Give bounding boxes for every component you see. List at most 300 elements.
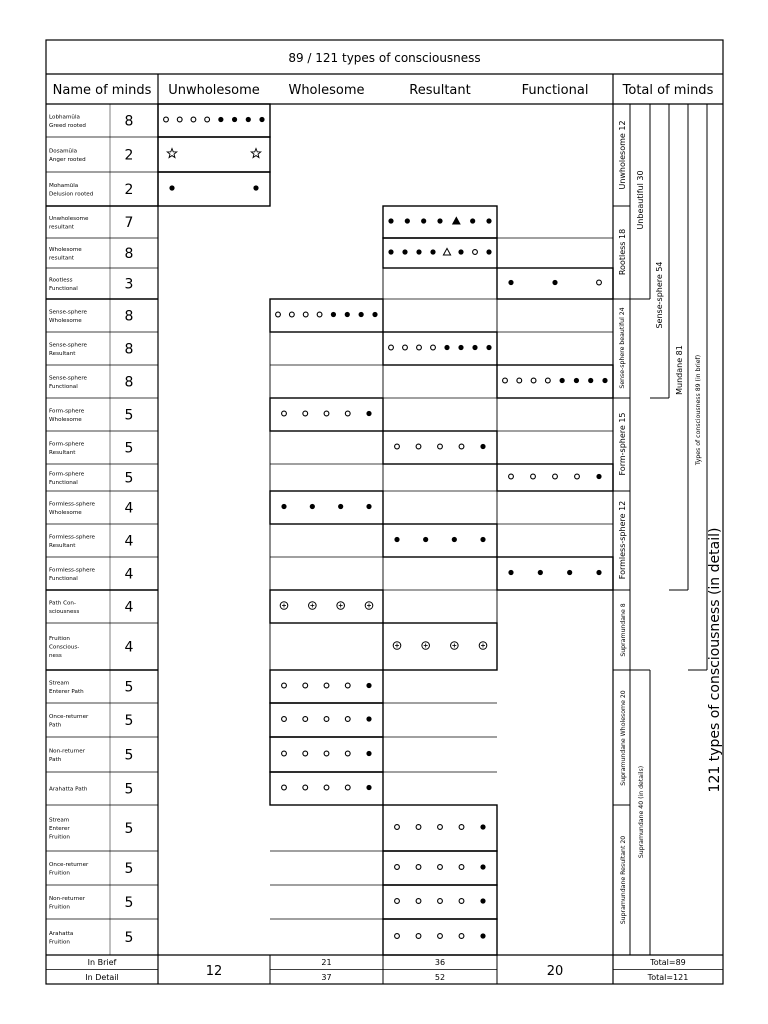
filled-dot [416, 249, 421, 254]
row-mark [310, 504, 315, 509]
footer-resultant-brief: 36 [434, 958, 446, 967]
hollow-dot [324, 751, 329, 756]
table-row [46, 805, 497, 851]
row-mark [324, 785, 329, 790]
table-row [46, 172, 270, 206]
table-row [46, 332, 497, 365]
row-name: Sense-sphere [49, 342, 87, 349]
row-mark [416, 444, 421, 449]
hollow-dot [459, 444, 464, 449]
row-mark [205, 117, 210, 122]
row-name: Once-returner [49, 713, 89, 720]
row-name: resultant [49, 255, 74, 262]
total-brackets [613, 104, 707, 955]
row-mark [303, 312, 308, 317]
row-name: Fruition [49, 636, 70, 642]
header-wholesome: Wholesome [288, 83, 365, 98]
filled-dot [405, 218, 410, 223]
row-mark [366, 504, 371, 509]
row-count: 4 [124, 533, 134, 550]
table-row [46, 737, 383, 772]
row-mark [567, 570, 572, 575]
row-mark [480, 933, 485, 938]
row-mark [531, 378, 536, 383]
row-mark [480, 444, 485, 449]
row-mark [473, 250, 478, 255]
filled-dot [331, 312, 336, 317]
mark-cell [383, 524, 497, 557]
hollow-dot [345, 683, 350, 688]
hollow-dot [438, 865, 443, 870]
row-count: 4 [124, 500, 134, 517]
filled-dot [574, 378, 579, 383]
row-mark [403, 345, 408, 350]
mark-cell [383, 805, 497, 851]
filled-dot [366, 751, 371, 756]
row-mark [232, 117, 237, 122]
mark-cell [158, 137, 270, 172]
hollow-dot [324, 717, 329, 722]
filled-dot [437, 218, 442, 223]
table-row [46, 491, 383, 524]
row-name: Rootless [49, 277, 73, 284]
row-mark [459, 934, 464, 939]
row-name: Enterer [49, 826, 70, 832]
mark-cell [383, 851, 497, 885]
row-mark [553, 474, 558, 479]
row-name: Path Con- [49, 600, 76, 607]
row-count: 7 [124, 215, 134, 231]
label-unwholesome-12: Unwholesome 12 [618, 120, 627, 190]
row-mark [366, 716, 371, 721]
filled-dot [366, 716, 371, 721]
row-mark [366, 411, 371, 416]
row-name: Unwholesome [49, 215, 89, 222]
row-mark [365, 602, 373, 610]
mark-cell [383, 431, 497, 464]
table-row [46, 431, 497, 464]
row-mark [480, 537, 485, 542]
hollow-dot [191, 117, 196, 122]
hollow-dot [303, 751, 308, 756]
hollow-dot [473, 250, 478, 255]
hollow-dot [395, 865, 400, 870]
filled-dot [281, 504, 286, 509]
row-name: Non-returner [49, 748, 86, 755]
mark-cell [158, 104, 270, 137]
row-mark [388, 249, 393, 254]
row-mark [303, 683, 308, 688]
hollow-dot [531, 378, 536, 383]
table-row [46, 670, 383, 703]
row-mark [416, 865, 421, 870]
row-name: Lobhamūla [49, 114, 80, 121]
label-unbeautiful-30: Unbeautiful 30 [636, 170, 645, 230]
row-name: Form-sphere [49, 408, 85, 415]
filled-dot [423, 537, 428, 542]
filled-dot [486, 218, 491, 223]
hollow-dot [282, 717, 287, 722]
table-row [46, 268, 613, 299]
row-mark [282, 717, 287, 722]
label-types-89-brief: Types of consciousness 89 (in brief) [695, 354, 702, 466]
footer-in-brief: In Brief [87, 958, 117, 967]
filled-dot [508, 570, 513, 575]
hollow-dot [395, 899, 400, 904]
row-mark [388, 218, 393, 223]
row-mark [422, 642, 430, 650]
row-name: Sense-sphere [49, 309, 87, 316]
mark-cell [270, 772, 383, 805]
hollow-dot [503, 378, 508, 383]
mark-cell [270, 703, 383, 737]
row-name: resultant [49, 224, 74, 231]
row-name: Conscious- [49, 644, 80, 651]
row-mark [575, 474, 580, 479]
star-mark [167, 149, 177, 158]
row-mark [517, 378, 522, 383]
row-count: 5 [124, 747, 134, 764]
mark-cell [497, 557, 613, 590]
filled-dot [366, 504, 371, 509]
filled-dot [259, 117, 264, 122]
row-count: 5 [124, 821, 134, 837]
header-functional: Functional [521, 83, 589, 98]
row-mark [438, 865, 443, 870]
row-mark [480, 864, 485, 869]
row-name: Enterer Path [49, 688, 84, 695]
row-mark [508, 280, 513, 285]
label-formless-sphere-12: Formless-sphere 12 [618, 500, 627, 580]
filled-dot [602, 378, 607, 383]
hollow-dot [459, 899, 464, 904]
row-name: Wholesome [49, 317, 82, 324]
row-mark [552, 280, 557, 285]
row-mark [480, 898, 485, 903]
row-mark [395, 444, 400, 449]
hollow-dot [324, 683, 329, 688]
row-name: Fruition [49, 834, 70, 841]
row-count: 5 [124, 781, 134, 798]
row-mark [444, 345, 449, 350]
header-name-of-minds: Name of minds [52, 83, 152, 98]
hollow-dot [205, 117, 210, 122]
triangle-mark [443, 248, 450, 255]
row-count: 5 [124, 861, 134, 877]
table-row [46, 703, 383, 737]
row-name: Functional [49, 285, 78, 292]
table-row [46, 398, 383, 431]
row-count: 5 [124, 470, 134, 487]
row-mark [486, 249, 491, 254]
row-count: 8 [124, 308, 134, 325]
table-row [46, 464, 613, 491]
mark-cell [158, 172, 270, 206]
row-mark [366, 785, 371, 790]
mark-cell [497, 365, 613, 398]
mark-cell [270, 670, 383, 703]
row-mark [503, 378, 508, 383]
hollow-dot [438, 444, 443, 449]
row-mark [218, 117, 223, 122]
hollow-dot [345, 717, 350, 722]
footer-total-89: Total=89 [650, 958, 686, 967]
footer-wholesome-detail: 37 [321, 973, 332, 982]
hollow-dot [317, 312, 322, 317]
row-mark [345, 683, 350, 688]
hollow-dot [345, 785, 350, 790]
mark-cell [270, 299, 383, 332]
row-mark [303, 411, 308, 416]
table-row [46, 137, 270, 172]
row-mark [372, 312, 377, 317]
filled-dot [472, 345, 477, 350]
hollow-dot [416, 899, 421, 904]
row-mark [366, 751, 371, 756]
filled-dot [452, 537, 457, 542]
row-mark [246, 117, 251, 122]
filled-dot [480, 898, 485, 903]
row-mark [438, 934, 443, 939]
table-row [46, 851, 497, 885]
triangle-mark [453, 217, 460, 224]
row-count: 5 [124, 679, 134, 696]
hollow-dot [324, 785, 329, 790]
filled-dot [232, 117, 237, 122]
row-mark [253, 185, 258, 190]
hollow-dot [575, 474, 580, 479]
row-mark [393, 642, 401, 650]
row-mark [177, 117, 182, 122]
row-name: Formless-sphere [49, 501, 96, 508]
row-name: Resultant [49, 449, 76, 456]
filled-dot [552, 280, 557, 285]
filled-dot [366, 785, 371, 790]
filled-dot [486, 249, 491, 254]
row-mark [453, 217, 460, 224]
row-mark [538, 570, 543, 575]
filled-dot [596, 474, 601, 479]
filled-dot [508, 280, 513, 285]
filled-dot [480, 864, 485, 869]
row-mark [394, 537, 399, 542]
footer-in-detail: In Detail [85, 973, 119, 982]
row-mark [402, 249, 407, 254]
filled-dot [588, 378, 593, 383]
row-count: 8 [124, 341, 134, 358]
row-name: Non-returner [49, 895, 86, 902]
row-name: Fruition [49, 939, 70, 946]
table-row [46, 885, 497, 919]
filled-dot [480, 537, 485, 542]
header-unwholesome: Unwholesome [168, 83, 260, 98]
row-name: Wholesome [49, 509, 82, 516]
label-supra-wholesome-20: Supramundane Wholesome 20 [620, 690, 627, 786]
hollow-dot [289, 312, 294, 317]
row-mark [470, 218, 475, 223]
row-mark [459, 444, 464, 449]
row-mark [486, 345, 491, 350]
row-mark [508, 570, 513, 575]
row-mark [459, 865, 464, 870]
row-name: Once-returner [49, 861, 89, 868]
hollow-dot [177, 117, 182, 122]
hollow-dot [438, 899, 443, 904]
filled-dot [246, 117, 251, 122]
mark-cell [270, 398, 383, 431]
row-count: 5 [124, 440, 134, 457]
hollow-dot [416, 934, 421, 939]
row-count: 8 [124, 113, 134, 130]
filled-dot [458, 249, 463, 254]
row-mark [509, 474, 514, 479]
row-name: Functional [49, 479, 78, 486]
row-count: 8 [124, 374, 134, 391]
hollow-dot [517, 378, 522, 383]
mark-cell [383, 885, 497, 919]
row-mark [486, 218, 491, 223]
hollow-dot [395, 825, 400, 830]
hollow-dot [389, 345, 394, 350]
row-count: 5 [124, 407, 134, 424]
row-name: Delusion rooted [49, 191, 94, 198]
filled-dot [388, 218, 393, 223]
hollow-dot [597, 280, 602, 285]
row-name: Wholesome [49, 246, 82, 253]
table-title: 89 / 121 types of consciousness [288, 51, 481, 65]
hollow-dot [438, 825, 443, 830]
row-mark [459, 825, 464, 830]
row-count: 4 [124, 566, 134, 583]
table-row [46, 299, 383, 332]
filled-dot [421, 218, 426, 223]
row-mark [421, 218, 426, 223]
row-mark [458, 345, 463, 350]
hollow-dot [282, 785, 287, 790]
table-row [46, 206, 497, 238]
footer-wholesome-brief: 21 [321, 958, 332, 967]
row-name: Mohamūla [49, 182, 79, 189]
filled-dot [366, 411, 371, 416]
filled-dot [388, 249, 393, 254]
row-mark [479, 642, 487, 650]
mark-cell [383, 623, 497, 670]
label-types-121-detail: 121 types of consciousness (in detail) [707, 527, 723, 793]
row-name: Functional [49, 575, 78, 582]
hollow-dot [395, 934, 400, 939]
row-mark [458, 249, 463, 254]
star-mark [251, 149, 261, 158]
row-mark [338, 504, 343, 509]
hollow-dot [416, 444, 421, 449]
row-mark [309, 602, 317, 610]
hollow-dot [416, 865, 421, 870]
row-mark [437, 218, 442, 223]
table-row [46, 623, 497, 670]
footer-resultant-detail: 52 [434, 973, 446, 982]
filled-dot [366, 683, 371, 688]
filled-dot [359, 312, 364, 317]
row-mark [545, 378, 550, 383]
filled-dot [253, 185, 258, 190]
filled-dot [567, 570, 572, 575]
row-count: 5 [124, 713, 134, 729]
row-mark [438, 899, 443, 904]
row-mark [303, 751, 308, 756]
filled-dot [538, 570, 543, 575]
row-mark [337, 602, 345, 610]
row-name: Stream [49, 817, 70, 824]
row-mark [276, 312, 281, 317]
row-name: Sense-sphere [49, 375, 87, 382]
row-mark [451, 642, 459, 650]
filled-dot [486, 345, 491, 350]
row-mark [317, 312, 322, 317]
row-mark [331, 312, 336, 317]
row-count: 5 [124, 895, 134, 911]
filled-dot [394, 537, 399, 542]
row-mark [459, 899, 464, 904]
row-name: sciousness [49, 608, 80, 615]
header-resultant: Resultant [409, 83, 471, 98]
row-mark [438, 444, 443, 449]
hollow-dot [303, 312, 308, 317]
row-mark [324, 411, 329, 416]
label-supramundane-40: Supramundane 40 (in details) [638, 765, 645, 859]
hollow-dot [553, 474, 558, 479]
row-mark [430, 249, 435, 254]
hollow-dot [509, 474, 514, 479]
hollow-dot [345, 411, 350, 416]
mark-cell [383, 919, 497, 955]
inner-grid [158, 104, 613, 955]
hollow-dot [303, 683, 308, 688]
label-sense-sphere-54: Sense-sphere 54 [655, 261, 664, 329]
row-mark [345, 312, 350, 317]
row-name: Resultant [49, 350, 76, 357]
row-mark [395, 865, 400, 870]
row-mark [443, 248, 450, 255]
label-supramundane-8: Supramundane 8 [620, 603, 627, 657]
filled-dot [310, 504, 315, 509]
row-mark [389, 345, 394, 350]
hollow-dot [545, 378, 550, 383]
filled-dot [480, 933, 485, 938]
row-mark [259, 117, 264, 122]
table-rows [46, 104, 613, 955]
row-mark [324, 683, 329, 688]
row-mark [395, 899, 400, 904]
table-row [46, 557, 613, 590]
row-mark [345, 785, 350, 790]
hollow-dot [303, 411, 308, 416]
mark-cell [383, 332, 497, 365]
row-name: ness [49, 653, 62, 659]
row-mark [345, 411, 350, 416]
hollow-dot [276, 312, 281, 317]
row-mark [303, 785, 308, 790]
label-sense-beautiful-24: Sense-sphere beautiful 24 [619, 307, 626, 389]
hollow-dot [438, 934, 443, 939]
filled-dot [372, 312, 377, 317]
hollow-dot [395, 444, 400, 449]
table-row [46, 919, 497, 955]
mark-cell [383, 238, 497, 268]
row-mark [452, 537, 457, 542]
mark-cell [270, 590, 383, 623]
hollow-dot [282, 683, 287, 688]
table-row [46, 238, 497, 268]
